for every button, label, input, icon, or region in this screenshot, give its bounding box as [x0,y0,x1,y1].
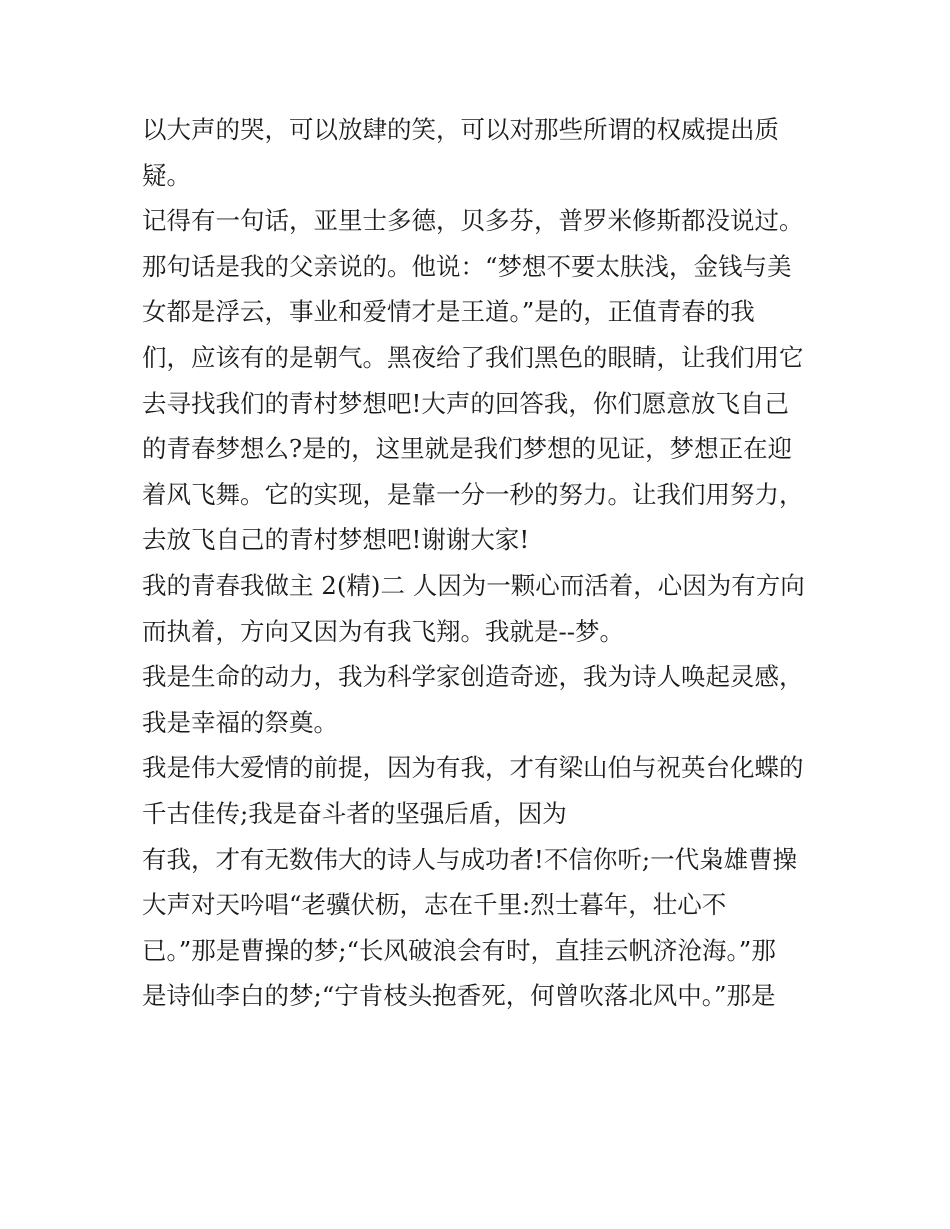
body-text [142,107,842,1019]
text-line: 有我，才有无数伟大的诗人与成功者!不信你听;一代枭雄曹操 [142,844,798,874]
text-line: 以大声的哭，可以放肆的笑，可以对那些所谓的权威提出质 [142,115,779,144]
text-line: 而执着，方向又因为有我飞翔。我就是--梦。 [142,616,625,646]
text-line: 我是伟大爱情的前提，因为有我，才有梁山伯与祝英台化蝶的 [142,753,804,783]
text-line: 记得有一句话，亚里士多德，贝多芬，普罗米修斯都没说过。 [142,206,804,236]
text-line: 着风飞舞。它的实现，是靠一分一秒的努力。让我们用努力， [142,479,804,509]
text-line: 我是生命的动力，我为科学家创造奇迹，我为诗人唤起灵感， [142,662,804,692]
text-line: 已。”那是曹操的梦;“长风破浪会有时，直挂云帆济沧海。”那 [142,935,776,965]
text-line: 们，应该有的是朝气。黑夜给了我们黑色的眼睛，让我们用它 [142,342,804,372]
text-line: 我的青春我做主 2(精)二 人因为一颗心而活着，心因为有方向 [142,570,805,600]
text-line: 女都是浮云，事业和爱情才是王道。”是的，正值青春的我 [142,297,755,327]
text-line: 去放飞自己的青村梦想吧!谢谢大家! [142,525,530,555]
text-line: 千古佳传;我是奋斗者的坚强后盾，因为 [142,798,567,828]
text-line: 大声对天吟唱“老骥伏枥，志在千里:烈士暮年，壮心不 [142,890,727,920]
text-line: 疑。 [142,160,191,190]
text-line: 的青春梦想么?是的，这里就是我们梦想的见证，梦想正在迎 [142,434,793,464]
text-line: 是诗仙李白的梦;“宁肯枝头抱香死，何曾吹落北风中。”那是 [142,981,776,1011]
text-line: 去寻找我们的青村梦想吧!大声的回答我，你们愿意放飞自己 [142,388,789,418]
text-line: 那句话是我的父亲说的。他说：“梦想不要太肤浅，金钱与美 [142,251,792,281]
text-line: 我是幸福的祭奠。 [142,707,338,737]
